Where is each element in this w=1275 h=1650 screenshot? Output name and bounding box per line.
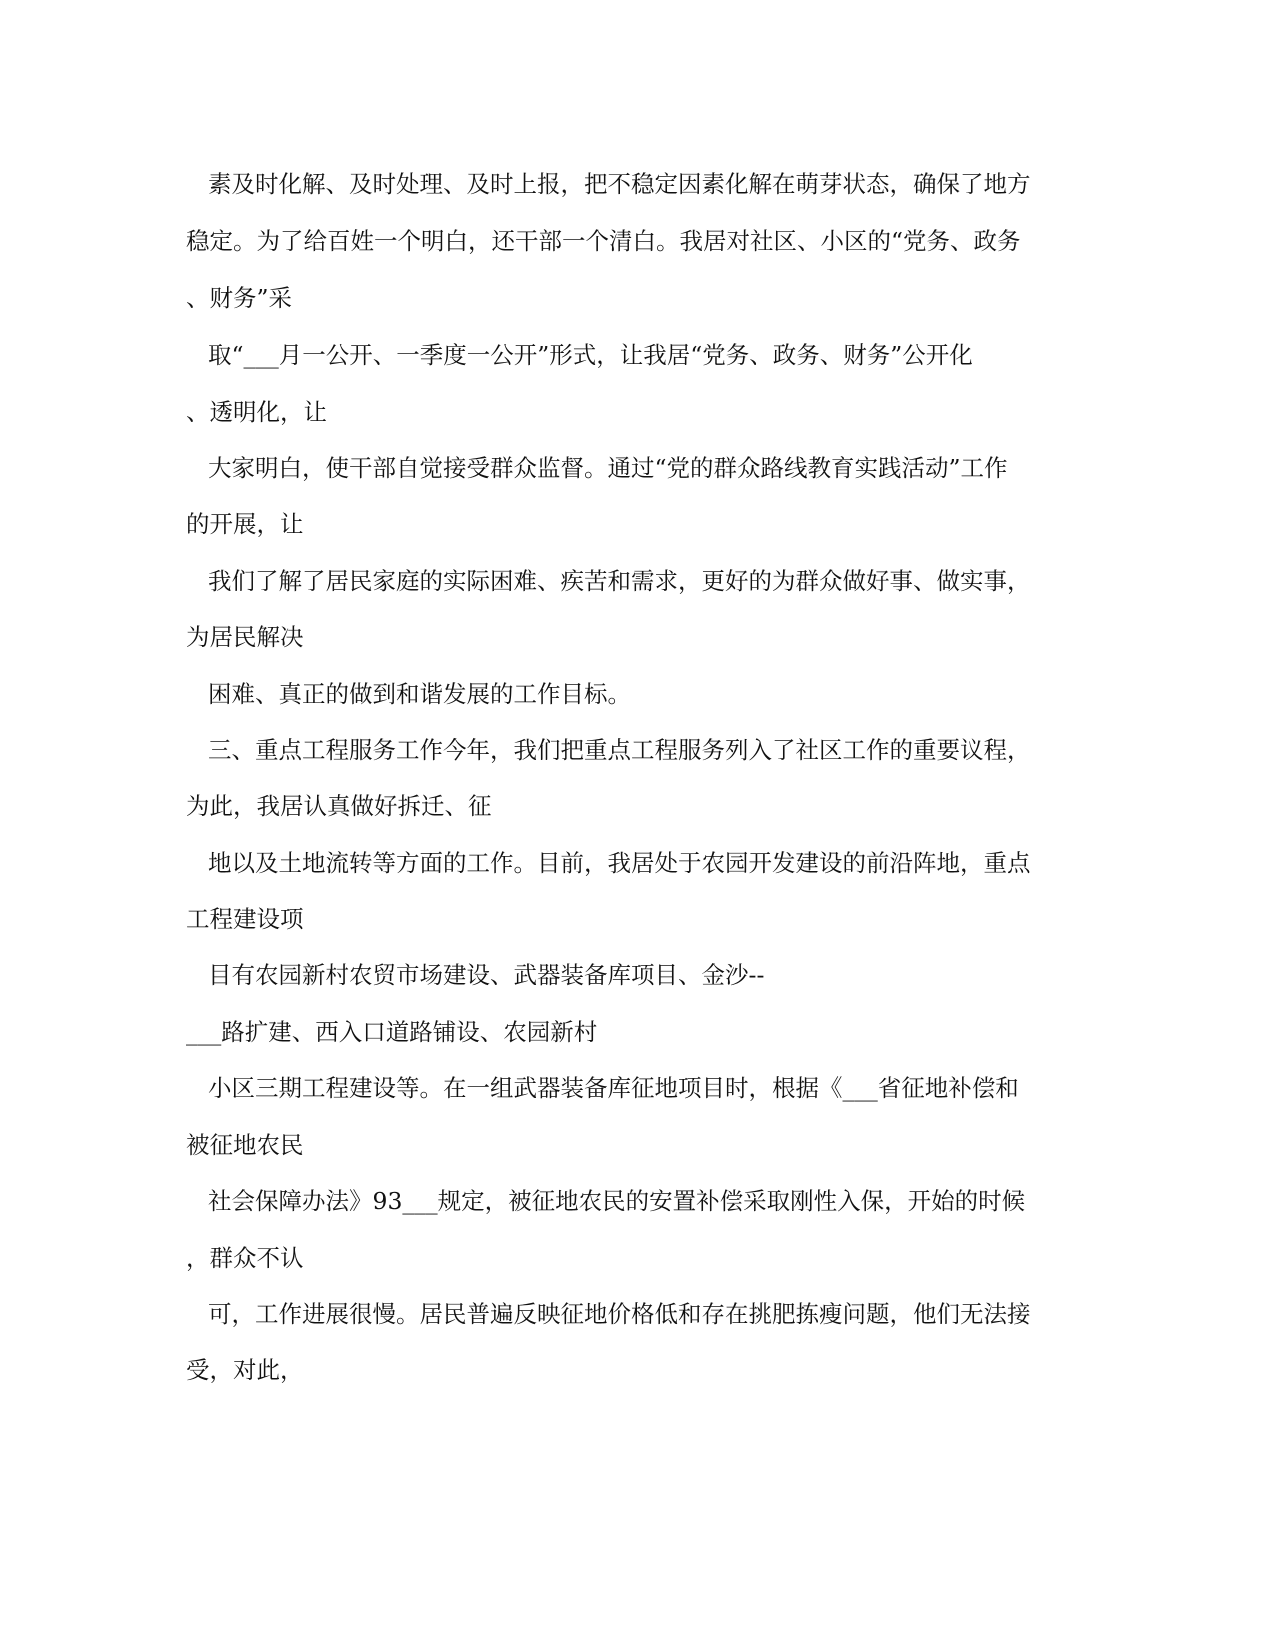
text-line: 被征地农民 [186, 1131, 304, 1159]
text-line: 工程建设项 [186, 905, 304, 933]
text-line: 困难、真正的做到和谐发展的工作目标。 [208, 680, 631, 708]
text-line: 地以及土地流转等方面的工作。目前，我居处于农园开发建设的前沿阵地，重点 [208, 849, 1031, 877]
text-line: 、财务”采 [186, 284, 293, 312]
text-line: 稳定。为了给百姓一个明白，还干部一个清白。我居对社区、小区的“党务、政务 [186, 227, 1021, 255]
text-line: 可，工作进展很慢。居民普遍反映征地价格低和存在挑肥拣瘦问题，他们无法接 [208, 1300, 1031, 1328]
text-line: ___路扩建、西入口道路铺设、农园新村 [186, 1018, 598, 1046]
text-line: 小区三期工程建设等。在一组武器装备库征地项目时，根据《___省征地补偿和 [208, 1074, 1019, 1102]
text-line: 、透明化，让 [186, 398, 327, 426]
text-line: 受，对此， [186, 1356, 304, 1384]
text-line: 目有农园新村农贸市场建设、武器装备库项目、金沙-- [208, 961, 765, 989]
text-line: 的开展，让 [186, 510, 304, 538]
text-line: 三、重点工程服务工作今年，我们把重点工程服务列入了社区工作的重要议程， [208, 736, 1031, 764]
text-line: 取“___月一公开、一季度一公开”形式，让我居“党务、政务、财务”公开化 [208, 341, 973, 369]
text-line: 为此，我居认真做好拆迁、征 [186, 792, 492, 820]
text-line: 素及时化解、及时处理、及时上报，把不稳定因素化解在萌芽状态，确保了地方 [208, 170, 1031, 198]
text-line: 为居民解决 [186, 623, 304, 651]
text-line: 社会保障办法》93___规定，被征地农民的安置补偿采取刚性入保，开始的时候 [208, 1187, 1026, 1215]
text-line: ，群众不认 [186, 1244, 304, 1272]
text-line: 我们了解了居民家庭的实际困难、疾苦和需求，更好的为群众做好事、做实事， [208, 567, 1031, 595]
text-line: 大家明白，使干部自觉接受群众监督。通过“党的群众路线教育实践活动”工作 [208, 454, 1008, 482]
